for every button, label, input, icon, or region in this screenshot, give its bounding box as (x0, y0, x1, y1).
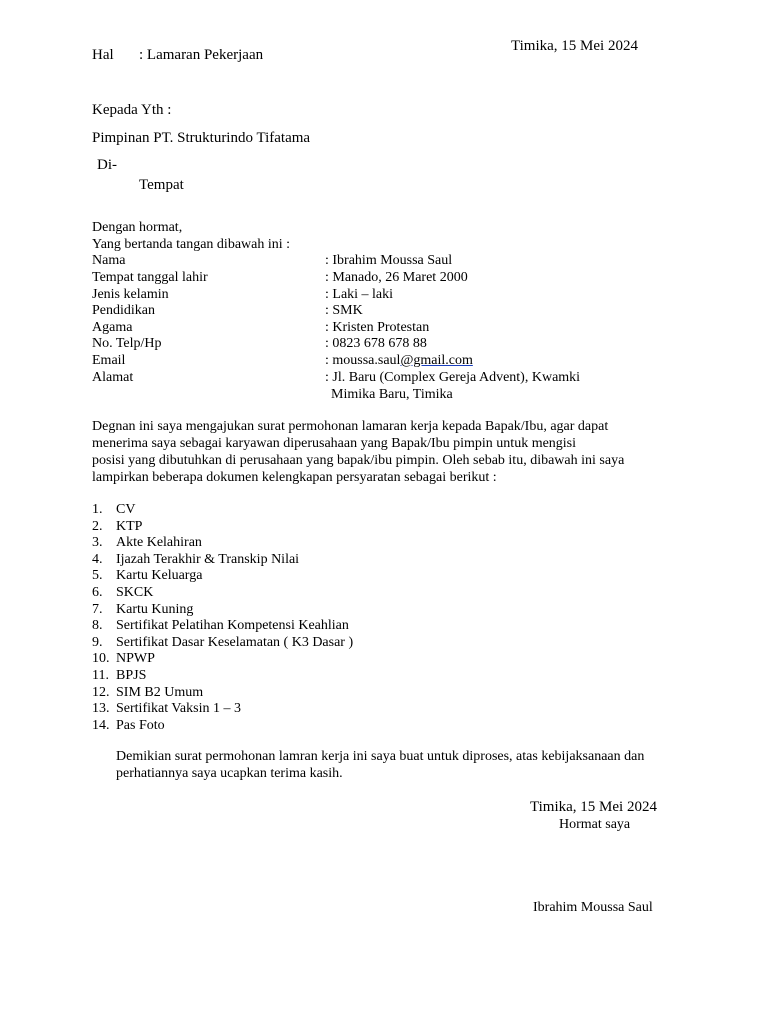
list-text: SKCK (116, 584, 154, 600)
identity-row-phone (92, 335, 692, 352)
identity-value: : Ibrahim Moussa Saul (325, 253, 453, 268)
identity-value: : Kristen Protestan (325, 320, 430, 335)
list-text: Pas Foto (116, 717, 165, 733)
identity-label: Tempat tanggal lahir (92, 270, 208, 285)
list-text: Akte Kelahiran (116, 535, 202, 551)
list-text: Kartu Kuning (116, 601, 194, 617)
list-text: BPJS (116, 667, 147, 683)
subject-value: : Lamaran Pekerjaan (139, 47, 264, 63)
list-text: SIM B2 Umum (116, 684, 204, 700)
identity-label: Pendidikan (92, 303, 155, 318)
identity-value: : SMK (325, 303, 363, 318)
paragraph-line: menerima saya sebagai karyawan diperusahaan yang Bapak/Ibu pimpin untuk mengisi (92, 436, 577, 451)
paragraph-line: Degnan ini saya mengajukan surat permohonan lamaran kerja kepada Bapak/Ibu, agar dapat (92, 419, 609, 434)
list-number: 6. (92, 584, 103, 600)
identity-label: No. Telp/Hp (92, 336, 162, 351)
list-number: 2. (92, 518, 103, 534)
list-number: 8. (92, 618, 103, 634)
identity-row-name (92, 252, 692, 269)
greeting: Dengan hormat, (92, 220, 183, 235)
list-text: Kartu Keluarga (116, 568, 203, 584)
list-number: 5. (92, 568, 103, 584)
identity-value (325, 352, 473, 369)
identity-row-email (92, 352, 692, 369)
list-number: 7. (92, 601, 103, 617)
address-line-2: Mimika Baru, Timika (331, 387, 453, 402)
recipient-di: Di- (97, 157, 117, 173)
identity-label: Agama (92, 320, 133, 335)
intro-line: Yang bertanda tangan dibawah ini : (92, 237, 291, 252)
list-number: 14. (92, 717, 110, 733)
closing-paragraph (116, 748, 644, 782)
list-number: 12. (92, 684, 110, 700)
paragraph-line: posisi yang dibutuhkan di perusahaan yang bapak/ibu pimpin. Oleh sebab itu, dibawah ini saya (92, 453, 625, 468)
signature-name: Ibrahim Moussa Saul (533, 900, 653, 915)
identity-row-address (92, 369, 692, 386)
list-number: 10. (92, 651, 110, 667)
paragraph-line: Demikian surat permohonan lamran kerja ini saya buat untuk diproses, atas kebijaksanaan dan (116, 749, 645, 764)
list-number: 3. (92, 535, 103, 551)
email-prefix: : moussa.saul (325, 353, 401, 368)
list-number: 13. (92, 701, 110, 717)
identity-value: : Manado, 26 Maret 2000 (325, 270, 468, 285)
email-link[interactable]: @gmail.com (400, 353, 473, 368)
identity-row-education (92, 302, 692, 319)
identity-row-birth (92, 269, 692, 286)
list-number: 9. (92, 634, 103, 650)
recipient-company: Pimpinan PT. Strukturindo Tifatama (92, 130, 311, 146)
list-number: 11. (92, 667, 109, 683)
signature-date: Timika, 15 Mei 2024 (530, 799, 657, 815)
list-number: 1. (92, 502, 103, 517)
list-text: Sertifikat Vaksin 1 – 3 (116, 701, 241, 717)
identity-value: : 0823 678 678 88 (325, 336, 427, 351)
list-number: 4. (92, 551, 103, 567)
list-text: NPWP (116, 651, 155, 667)
recipient-salutation: Kepada Yth : (92, 102, 172, 118)
paragraph-line: perhatiannya saya ucapkan terima kasih. (116, 766, 343, 781)
identity-label: Nama (92, 253, 126, 268)
identity-value: : Laki – laki (325, 287, 394, 302)
list-text: KTP (116, 518, 143, 534)
list-text: Sertifikat Pelatihan Kompetensi Keahlian (116, 618, 349, 634)
paragraph-line: lampirkan beberapa dokumen kelengkapan persyaratan sebagai berikut : (92, 470, 497, 485)
identity-row-gender (92, 286, 692, 303)
identity-value: : Jl. Baru (Complex Gereja Advent), Kwamki (325, 370, 581, 385)
list-text: CV (116, 502, 136, 517)
list-text: Ijazah Terakhir & Transkip Nilai (116, 551, 300, 567)
identity-label: Jenis kelamin (92, 287, 169, 302)
body-paragraph (92, 418, 624, 486)
signature-regards: Hormat saya (559, 817, 631, 832)
letter-date: Timika, 15 Mei 2024 (511, 38, 638, 54)
list-text: Sertifikat Dasar Keselamatan ( K3 Dasar ) (116, 634, 354, 650)
identity-row-religion (92, 319, 692, 336)
identity-label: Alamat (92, 370, 134, 385)
identity-label: Email (92, 353, 126, 368)
subject-label: Hal (92, 47, 114, 63)
recipient-place: Tempat (139, 177, 184, 193)
